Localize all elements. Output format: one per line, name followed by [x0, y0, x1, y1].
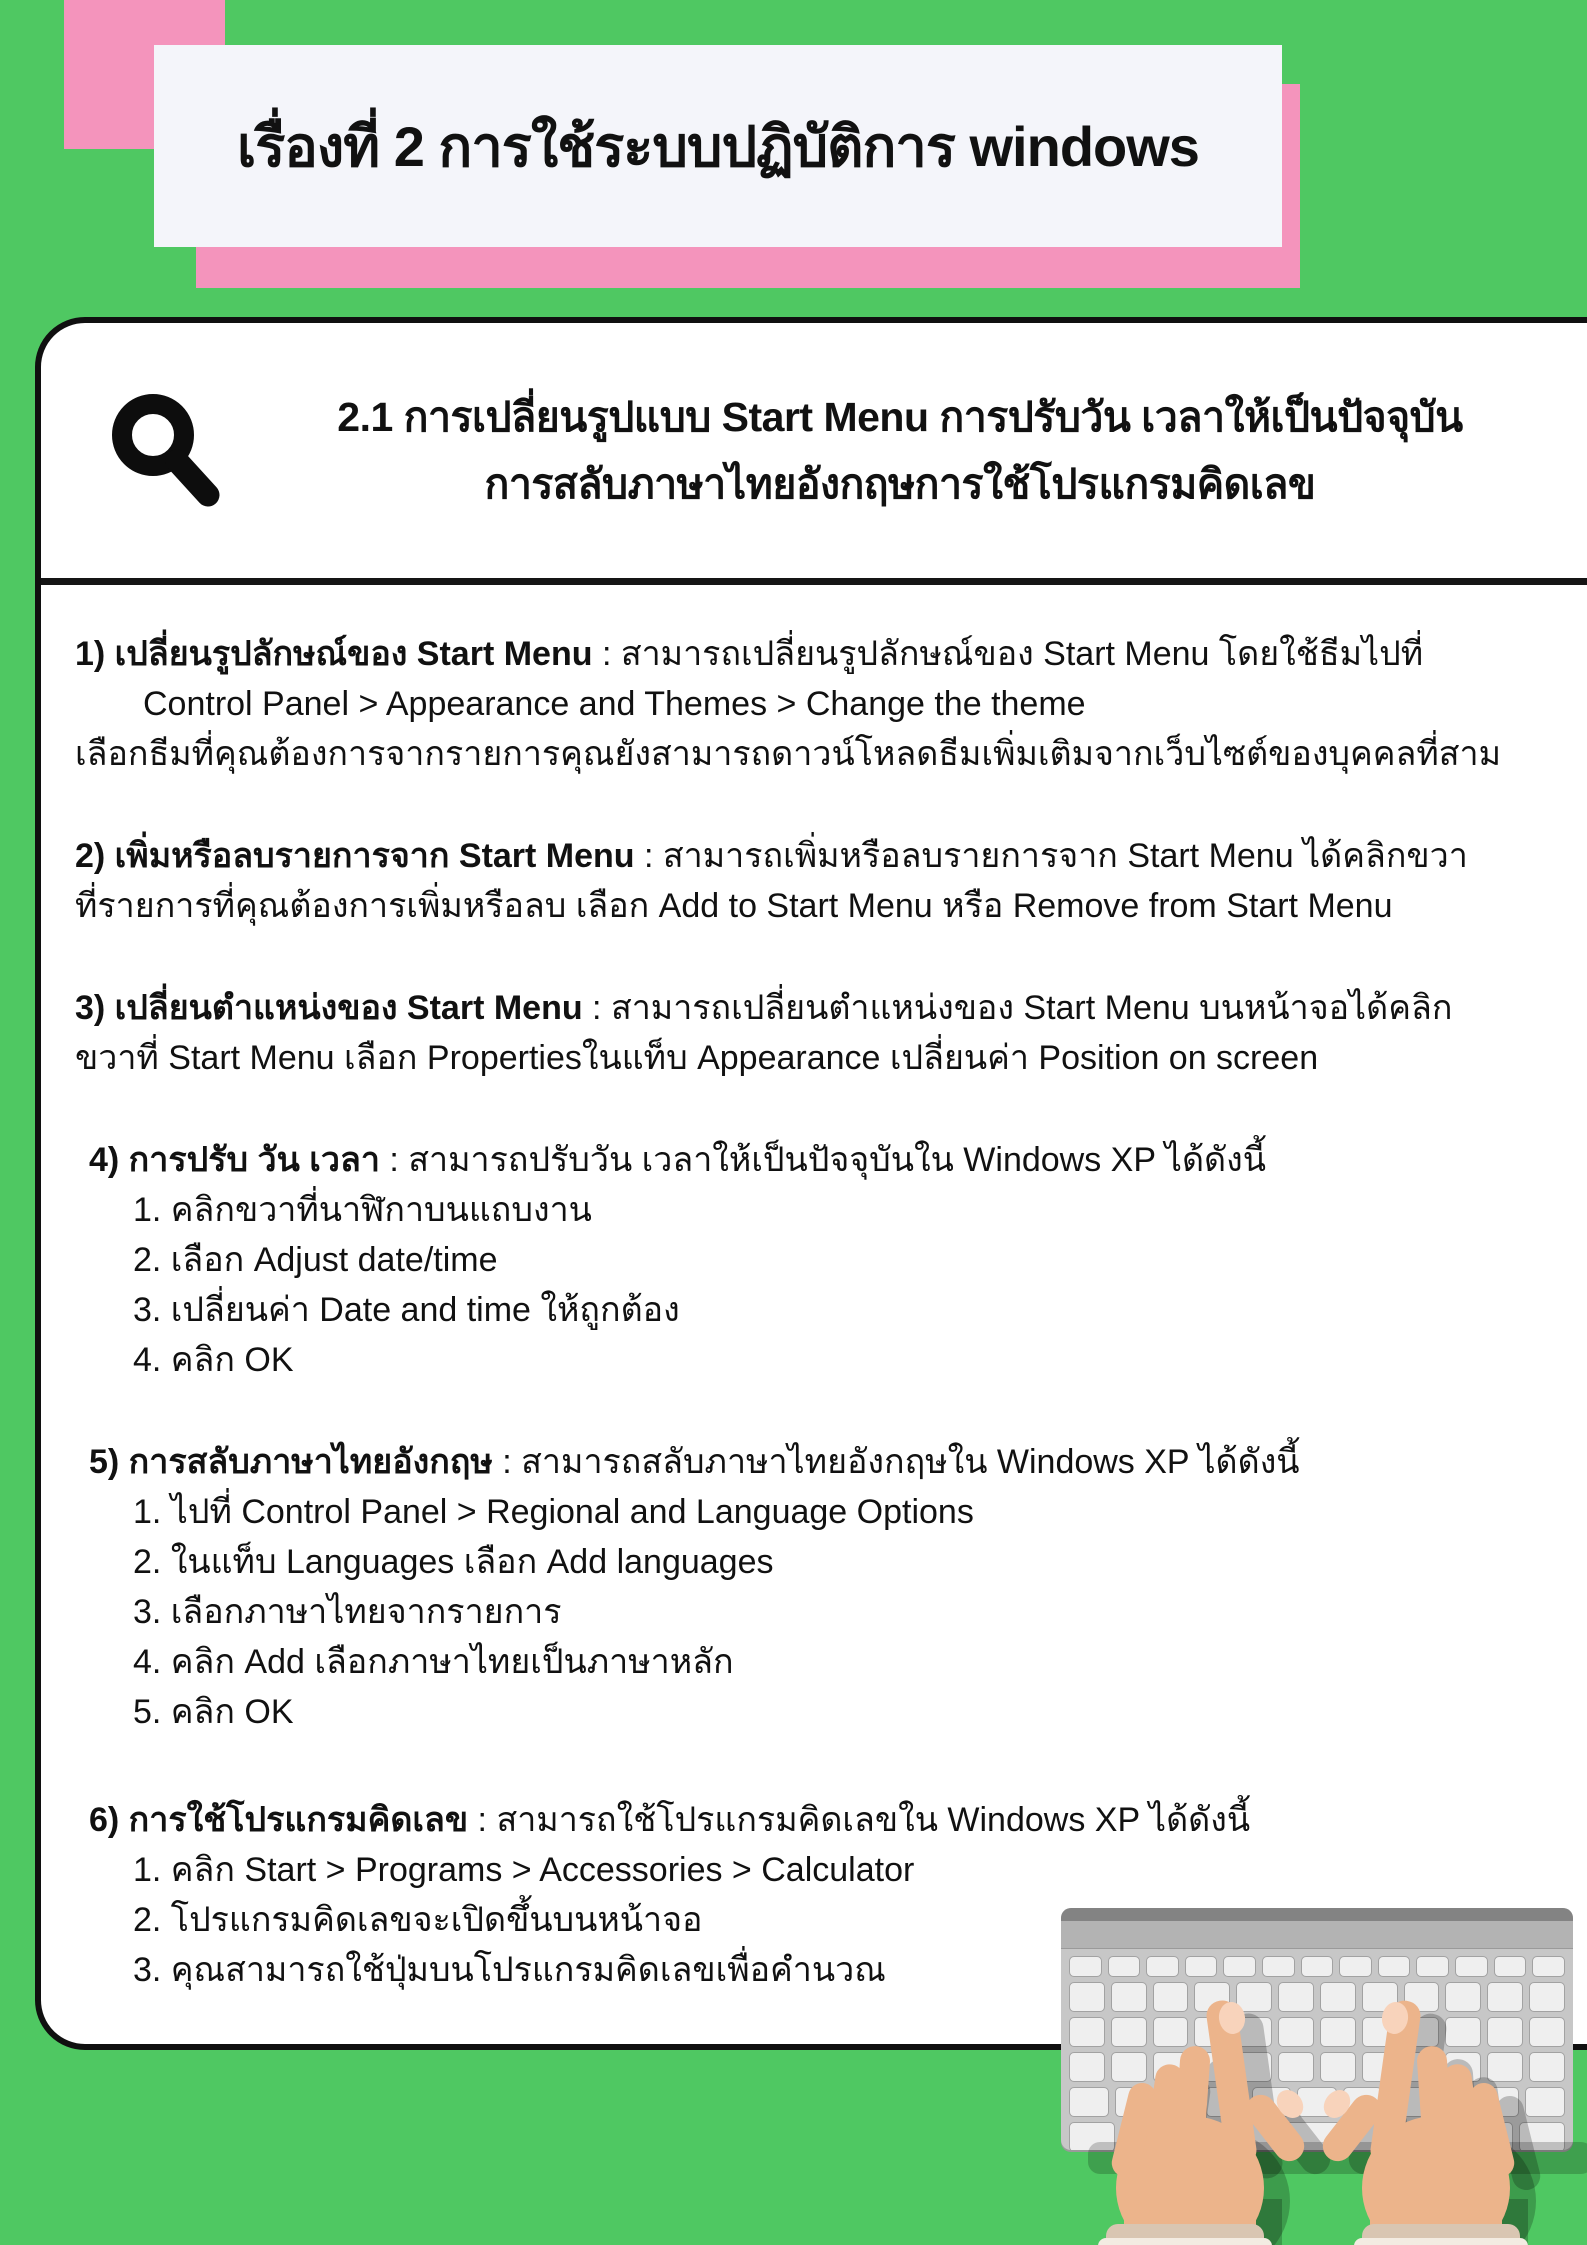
section-heading: 1) เปลี่ยนรูปลักษณ์ของ Start Menu: [75, 635, 593, 673]
section-text: Control Panel > Appearance and Themes > Change the theme: [143, 685, 1086, 723]
section-text: ขวาที่ Start Menu เลือก Propertiesในแท็บ Appearance เปลี่ยนค่า Position on screen: [75, 1039, 1319, 1077]
section-line: [75, 881, 1587, 931]
section-heading: 3) เปลี่ยนตำแหน่งของ Start Menu: [75, 989, 583, 1027]
section-line: [89, 1135, 1587, 1185]
section-5: [75, 1437, 1587, 1737]
section-text: : สามารถเพิ่มหรือลบรายการจาก Start Menu ได้คลิกขวา: [634, 837, 1468, 875]
section-line: [75, 831, 1587, 881]
section-line: [75, 1033, 1587, 1083]
section-1: [75, 629, 1587, 779]
section-title-line2: การสลับภาษาไทยอังกฤษการใช้โปรแกรมคิดเลข: [484, 460, 1316, 507]
step-item: 2. โปรแกรมคิดเลขจะเปิดขึ้นบนหน้าจอ: [133, 1901, 703, 1939]
section-line: [143, 679, 1587, 729]
content-card: [35, 317, 1587, 2050]
section-heading: 4) การปรับ วัน เวลา: [89, 1141, 380, 1179]
section-4: [75, 1135, 1587, 1385]
section-line: [75, 629, 1587, 679]
section-title: [41, 384, 1587, 517]
section-line: [75, 729, 1587, 779]
section-text: : สามารถใช้โปรแกรมคิดเลขใน Windows XP ได้ดังนี้: [468, 1801, 1251, 1839]
section-3: [75, 983, 1587, 1083]
section-text: เลือกธีมที่คุณต้องการจากรายการคุณยังสามารถดาวน์โหลดธีมเพิ่มเติมจากเว็บไซต์ของบุคคลที่สาม: [75, 735, 1501, 773]
card-body: [41, 585, 1587, 1995]
card-header: [41, 323, 1587, 585]
step-item: 3. เลือกภาษาไทยจากรายการ: [133, 1593, 562, 1631]
section-2: [75, 831, 1587, 931]
typing-hands-image: [1040, 1886, 1587, 2245]
section-text: : สามารถปรับวัน เวลาให้เป็นปัจจุบันใน Windows XP ได้ดังนี้: [379, 1141, 1266, 1179]
section-line: [75, 983, 1587, 1033]
step-item: 4. คลิก Add เลือกภาษาไทยเป็นภาษาหลัก: [133, 1643, 734, 1681]
step-item: 4. คลิก OK: [133, 1341, 294, 1379]
step-item: 2. เลือก Adjust date/time: [133, 1241, 498, 1279]
step-item: 1. ไปที่ Control Panel > Regional and Language Options: [133, 1493, 974, 1531]
title-banner: [154, 45, 1282, 247]
section-heading: 5) การสลับภาษาไทยอังกฤษ: [89, 1443, 493, 1481]
step-item: 3. คุณสามารถใช้ปุ่มบนโปรแกรมคิดเลขเพื่อคำนวณ: [133, 1951, 886, 1989]
section-text: : สามารถสลับภาษาไทยอังกฤษใน Windows XP ได้ดังนี้: [492, 1443, 1300, 1481]
step-item: 2. ในแท็บ Languages เลือก Add languages: [133, 1543, 774, 1581]
step-item: 1. คลิกขวาที่นาฬิกาบนแถบงาน: [133, 1191, 592, 1229]
magnifier-icon: [103, 389, 225, 511]
section-line: [89, 1437, 1587, 1487]
section-text: ที่รายการที่คุณต้องการเพิ่มหรือลบ เลือก Add to Start Menu หรือ Remove from Start Menu: [75, 887, 1393, 925]
right-sleeve: [1354, 2238, 1528, 2245]
step-item: 5. คลิก OK: [133, 1693, 294, 1731]
section-heading: 2) เพิ่มหรือลบรายการจาก Start Menu: [75, 837, 635, 875]
step-item: 3. เปลี่ยนค่า Date and time ให้ถูกต้อง: [133, 1291, 680, 1329]
step-item: 1. คลิก Start > Programs > Accessories > Calculator: [133, 1851, 915, 1889]
section-text: : สามารถเปลี่ยนรูปลักษณ์ของ Start Menu โดยใช้ธีมไปที่: [592, 635, 1424, 673]
page-title: เรื่องที่ 2 การใช้ระบบปฏิบัติการ windows: [237, 114, 1199, 178]
section-line: [89, 1795, 1587, 1845]
keyboard-hands-illustration: [1040, 1886, 1587, 2245]
section-text: : สามารถเปลี่ยนตำแหน่งของ Start Menu บนหน้าจอได้คลิก: [582, 989, 1453, 1027]
section-title-line1: 2.1 การเปลี่ยนรูปแบบ Start Menu การปรับวัน เวลาให้เป็นปัจจุบัน: [337, 394, 1463, 441]
left-sleeve: [1098, 2238, 1272, 2245]
right-hand: [1317, 1999, 1517, 2245]
section-heading: 6) การใช้โปรแกรมคิดเลข: [89, 1801, 469, 1839]
